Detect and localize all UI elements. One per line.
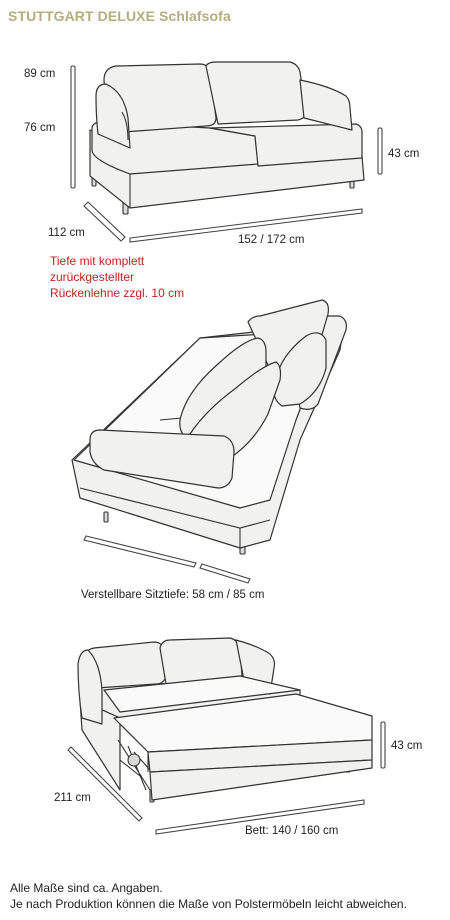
width-label: 152 / 172 cm <box>238 234 305 246</box>
depth-note-line: Tiefe mit komplett <box>50 254 145 268</box>
sofa-perspective-view <box>72 300 346 554</box>
depth-note <box>50 253 184 301</box>
length-label: 211 cm <box>54 792 91 804</box>
height-total-label: 89 cm <box>24 68 56 80</box>
bed-height-label: 43 cm <box>391 740 423 752</box>
footer-line: Alle Maße sind ca. Angaben. <box>10 881 163 895</box>
sofa-front-view <box>90 62 364 214</box>
bed-size-label: Bett: 140 / 160 cm <box>245 825 339 837</box>
footer-line: Je nach Produktion können die Maße von Polstermöbeln leicht abweichen. <box>10 897 407 911</box>
depth-note-line: zurückgestellter <box>50 270 135 284</box>
sofa-bed-view <box>78 638 372 802</box>
height-seat-label: 43 cm <box>388 148 420 160</box>
seat-depth-label: Verstellbare Sitztiefe: 58 cm / 85 cm <box>81 589 265 601</box>
depth-label: 112 cm <box>48 227 85 239</box>
depth-note-line: Rückenlehne zzgl. 10 cm <box>50 286 185 300</box>
footer-note <box>10 880 407 912</box>
height-armrest-label: 76 cm <box>24 122 56 134</box>
page-title: STUTTGART DELUXE Schlafsofa <box>8 8 231 24</box>
